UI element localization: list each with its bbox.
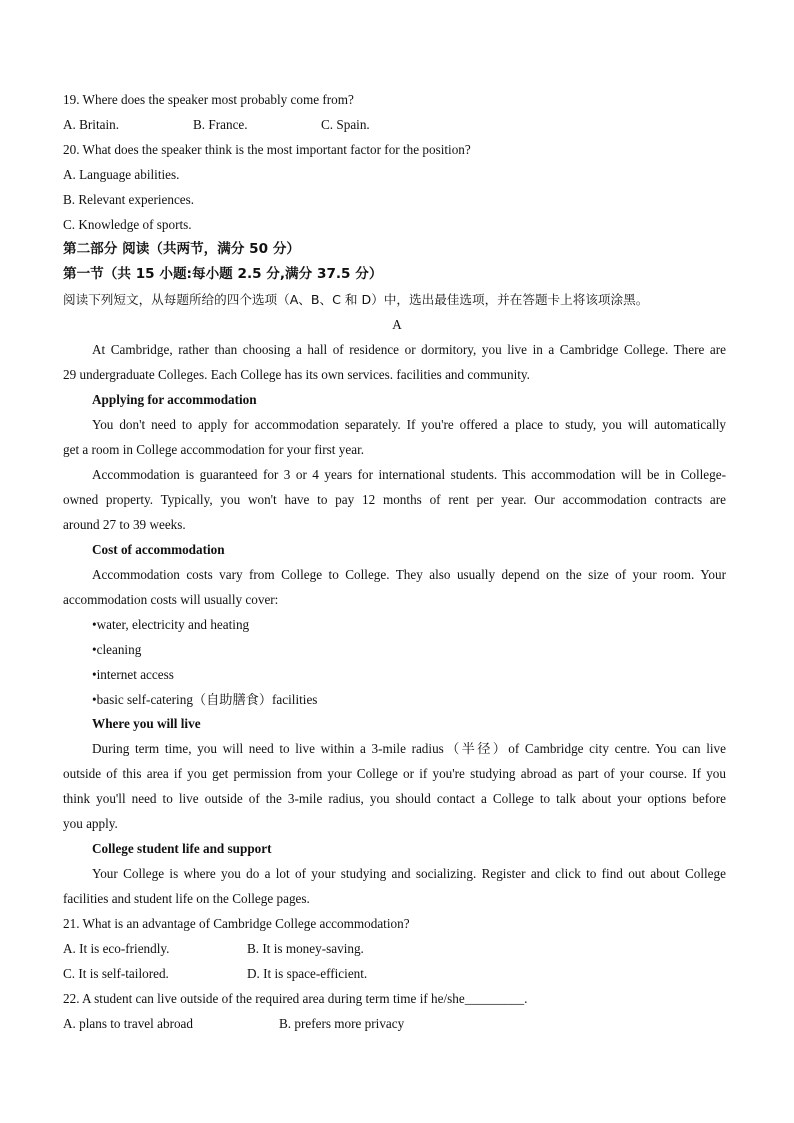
live-p1-line-4: you apply. <box>63 816 118 831</box>
applying-p2-line-3: around 27 to 39 weeks. <box>63 517 186 532</box>
cost-p1-line-2: accommodation costs will usually cover: <box>63 592 279 607</box>
q22-option-a: A. plans to travel abroad <box>63 1016 194 1031</box>
heading-applying: Applying for accommodation <box>92 392 257 407</box>
cost-p1-line-1: Accommodation costs vary from College to College. They also usually depend on the size of your room. Your <box>92 567 726 582</box>
q22-option-b: B. prefers more privacy <box>279 1016 405 1031</box>
q21-option-d: D. It is space-efficient. <box>247 966 368 981</box>
q19-stem: 19. Where does the speaker most probably come from? <box>63 92 354 107</box>
q20-stem: 20. What does the speaker think is the most important factor for the position? <box>63 142 471 157</box>
q21-options-row-1 <box>63 936 726 961</box>
section1-heading: 第一节（共 15 小题:每小题 2.5 分,满分 37.5 分） <box>63 266 383 282</box>
q21-stem: 21. What is an advantage of Cambridge College accommodation? <box>63 916 410 931</box>
cost-item-3: •internet access <box>92 667 174 682</box>
passage-label: A <box>392 317 402 332</box>
intro-line-2: 29 undergraduate Colleges. Each College has its own services. facilities and community. <box>63 367 530 382</box>
q21-options-row-2 <box>63 961 726 986</box>
heading-where-live: Where you will live <box>92 716 201 731</box>
live-p1-line-1: During term time, you will need to live within a 3-mile radius（半径）of Cambridge city centre. You can live <box>92 741 726 756</box>
q21-option-a: A. It is eco-friendly. <box>63 941 170 956</box>
support-p1-line-2: facilities and student life on the College pages. <box>63 891 310 906</box>
live-p1-line-3: think you'll need to live outside of the 3-mile radius, you should contact a College to talk about your options before <box>63 791 726 806</box>
q21-option-c: C. It is self-tailored. <box>63 966 169 981</box>
part2-heading: 第二部分 阅读（共两节，满分 50 分） <box>63 241 301 257</box>
live-p1-line-2: outside of this area if you get permission from your College or if you're studying abroad as part of your course. If you <box>63 766 726 781</box>
cost-item-2: •cleaning <box>92 642 142 657</box>
q20-option-a: A. Language abilities. <box>63 167 180 182</box>
q20-option-c: C. Knowledge of sports. <box>63 217 192 232</box>
cost-item-1: •water, electricity and heating <box>92 617 250 632</box>
intro-line-1: At Cambridge, rather than choosing a hall of residence or dormitory, you live in a Cambridge College. There are <box>92 342 726 357</box>
q22-stem: 22. A student can live outside of the required area during term time if he/she_________. <box>63 991 528 1006</box>
q19-option-a: A. Britain. <box>63 117 120 132</box>
instructions: 阅读下列短文，从每题所给的四个选项（A、B、C 和 D）中，选出最佳选项，并在答题卡上将该项涂黑。 <box>63 292 649 307</box>
q19-option-c: C. Spain. <box>321 117 370 132</box>
q20-option-b: B. Relevant experiences. <box>63 192 195 207</box>
q19-options <box>63 112 726 137</box>
q22-options-row-1 <box>63 1011 726 1036</box>
heading-cost: Cost of accommodation <box>92 542 225 557</box>
applying-p1-line-1: You don't need to apply for accommodation separately. If you're offered a place to study, you will automatically <box>92 417 726 432</box>
cost-item-4: •basic self-catering（自助膳食）facilities <box>92 692 318 707</box>
q21-option-b: B. It is money-saving. <box>247 941 364 956</box>
support-p1-line-1: Your College is where you do a lot of your studying and socializing. Register and click to find out about College <box>92 866 726 881</box>
applying-p1-line-2: get a room in College accommodation for your first year. <box>63 442 365 457</box>
q19-option-b: B. France. <box>193 117 248 132</box>
heading-support: College student life and support <box>92 841 272 856</box>
applying-p2-line-2: owned property. Typically, you won't have to pay 12 months of rent per year. Our accommodation contracts are <box>63 492 726 507</box>
applying-p2-line-1: Accommodation is guaranteed for 3 or 4 years for international students. This accommodation will be in College- <box>92 467 726 482</box>
